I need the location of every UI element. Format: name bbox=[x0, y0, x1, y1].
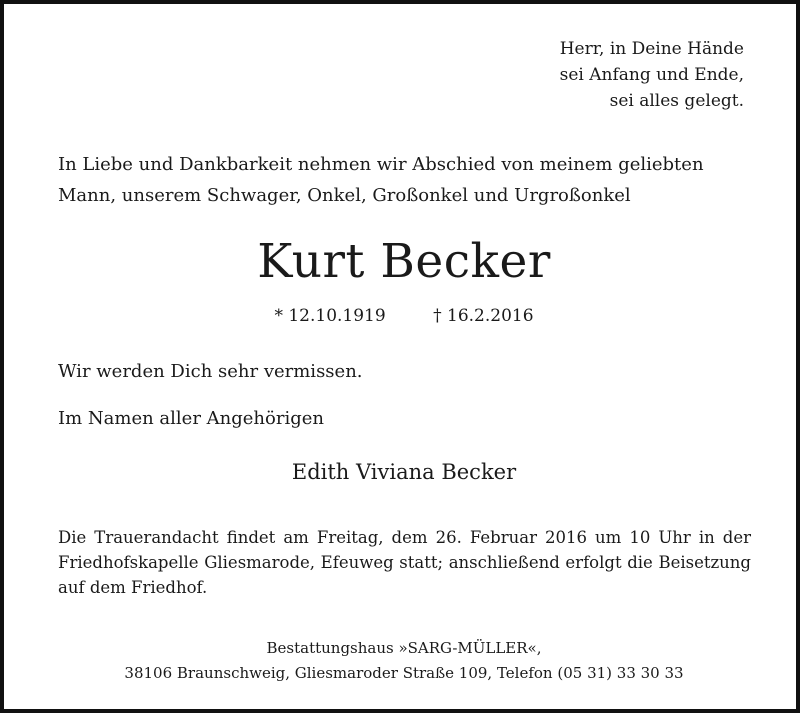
birth-date: * 12.10.1919 bbox=[274, 306, 386, 326]
deceased-name: Kurt Becker bbox=[257, 234, 551, 289]
verse-line: sei Anfang und Ende, bbox=[559, 65, 744, 85]
service-announcement: Die Trauerandacht findet am Freitag, dem 26. Februar 2016 um 10 Uhr in der Friedhofskapelle Gliesmarode, Efeuweg statt; anschließend erfolgt die Beisetzung auf dem Friedhof. bbox=[58, 528, 751, 597]
intro-line: Mann, unserem Schwager, Onkel, Großonkel und Urgroßonkel bbox=[58, 185, 631, 206]
farewell-message: Wir werden Dich sehr vermissen. bbox=[58, 361, 363, 382]
verse-line: sei alles gelegt. bbox=[609, 91, 744, 111]
funeral-home-address: 38106 Braunschweig, Gliesmaroder Straße 109, Telefon (05 31) 33 30 33 bbox=[124, 664, 684, 682]
verse bbox=[560, 36, 744, 114]
funeral-home-info bbox=[4, 636, 800, 686]
death-date: † 16.2.2016 bbox=[433, 306, 534, 326]
intro-text bbox=[58, 149, 758, 211]
on-behalf-line: Im Namen aller Angehörigen bbox=[58, 408, 324, 429]
funeral-home-name: Bestattungshaus »SARG-MÜLLER«, bbox=[266, 639, 542, 657]
signer-name: Edith Viviana Becker bbox=[291, 460, 517, 484]
intro-line: In Liebe und Dankbarkeit nehmen wir Abschied von meinem geliebten bbox=[58, 154, 704, 175]
verse-line: Herr, in Deine Hände bbox=[559, 39, 744, 59]
life-dates bbox=[4, 306, 800, 326]
